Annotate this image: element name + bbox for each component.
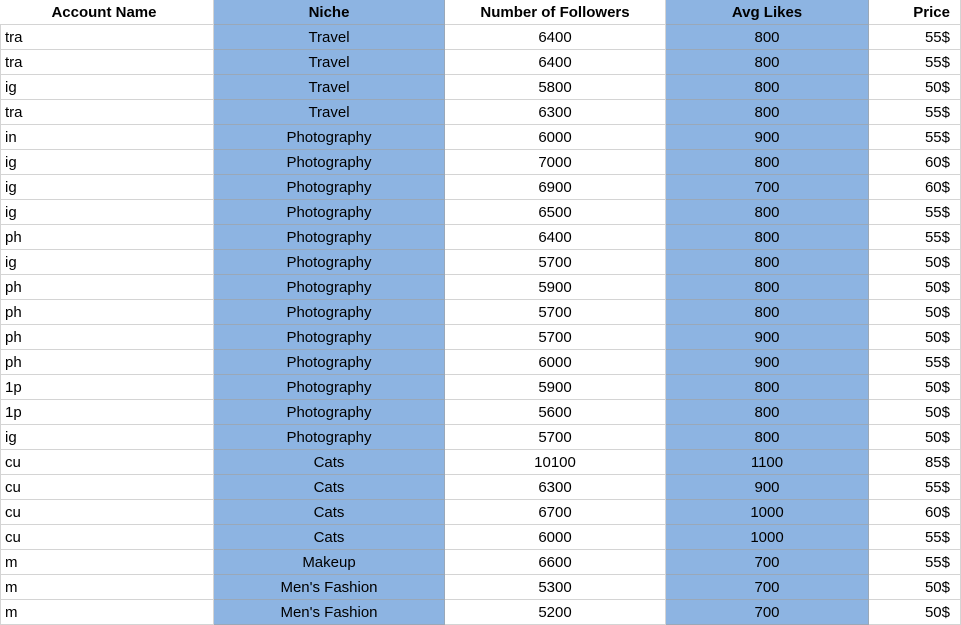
table-row xyxy=(1,275,961,300)
cell-niche[interactable]: Photography xyxy=(214,225,445,250)
cell-avg-likes[interactable]: 800 xyxy=(666,275,869,300)
cell-price[interactable]: 55$ xyxy=(869,550,961,575)
cell-avg-likes[interactable]: 800 xyxy=(666,200,869,225)
cell-price[interactable]: 50$ xyxy=(869,575,961,600)
cell-niche[interactable]: Cats xyxy=(214,525,445,550)
cell-niche[interactable]: Men's Fashion xyxy=(214,600,445,625)
cell-avg-likes[interactable]: 900 xyxy=(666,350,869,375)
cell-account[interactable]: ig xyxy=(1,175,157,200)
cell-price[interactable]: 50$ xyxy=(869,400,961,425)
cell-account-overflow[interactable] xyxy=(157,350,214,375)
cell-niche[interactable]: Travel xyxy=(214,25,445,50)
cell-price[interactable]: 55$ xyxy=(869,25,961,50)
table-row xyxy=(1,150,961,175)
cell-avg-likes[interactable]: 700 xyxy=(666,575,869,600)
cell-account-overflow[interactable] xyxy=(157,475,214,500)
table-row xyxy=(1,325,961,350)
cell-account[interactable]: 1p xyxy=(1,400,157,425)
table-row xyxy=(1,575,961,600)
cell-price[interactable]: 55$ xyxy=(869,125,961,150)
cell-followers[interactable]: 6000 xyxy=(445,525,666,550)
cell-niche[interactable]: Photography xyxy=(214,250,445,275)
cell-account-overflow[interactable] xyxy=(157,175,214,200)
table-row xyxy=(1,200,961,225)
cell-avg-likes[interactable]: 800 xyxy=(666,225,869,250)
cell-avg-likes[interactable]: 800 xyxy=(666,150,869,175)
cell-account-overflow[interactable] xyxy=(157,100,214,125)
cell-niche[interactable]: Travel xyxy=(214,100,445,125)
cell-avg-likes[interactable]: 800 xyxy=(666,75,869,100)
cell-price[interactable]: 50$ xyxy=(869,325,961,350)
cell-price[interactable]: 55$ xyxy=(869,200,961,225)
cell-price[interactable]: 55$ xyxy=(869,350,961,375)
cell-account[interactable]: ig xyxy=(1,425,157,450)
cell-price[interactable]: 55$ xyxy=(869,100,961,125)
table-row xyxy=(1,525,961,550)
cell-price[interactable]: 55$ xyxy=(869,525,961,550)
table-row xyxy=(1,425,961,450)
cell-account-overflow[interactable] xyxy=(157,400,214,425)
header-followers[interactable]: Number of Followers xyxy=(445,0,666,25)
cell-followers[interactable]: 6300 xyxy=(445,100,666,125)
cell-niche[interactable]: Travel xyxy=(214,50,445,75)
header-spacer-cell[interactable] xyxy=(157,0,214,25)
cell-account[interactable]: ph xyxy=(1,225,157,250)
cell-account[interactable]: m xyxy=(1,550,157,575)
cell-account-overflow[interactable] xyxy=(157,550,214,575)
cell-account[interactable]: cu xyxy=(1,525,157,550)
cell-account[interactable]: tra xyxy=(1,25,157,50)
table-row xyxy=(1,475,961,500)
cell-avg-likes[interactable]: 800 xyxy=(666,25,869,50)
cell-account-overflow[interactable] xyxy=(157,75,214,100)
table-row xyxy=(1,225,961,250)
cell-account-overflow[interactable] xyxy=(157,275,214,300)
cell-price[interactable]: 50$ xyxy=(869,250,961,275)
header-row xyxy=(1,0,961,25)
header-avg-likes[interactable]: Avg Likes xyxy=(666,0,869,25)
cell-avg-likes[interactable]: 800 xyxy=(666,100,869,125)
cell-niche[interactable]: Photography xyxy=(214,325,445,350)
cell-price[interactable]: 55$ xyxy=(869,475,961,500)
table-row xyxy=(1,300,961,325)
cell-avg-likes[interactable]: 800 xyxy=(666,300,869,325)
cell-niche[interactable]: Photography xyxy=(214,200,445,225)
cell-account[interactable]: cu xyxy=(1,450,157,475)
cell-followers[interactable]: 5300 xyxy=(445,575,666,600)
cell-followers[interactable]: 7000 xyxy=(445,150,666,175)
cell-account-overflow[interactable] xyxy=(157,225,214,250)
cell-followers[interactable]: 6000 xyxy=(445,350,666,375)
cell-price[interactable]: 60$ xyxy=(869,500,961,525)
cell-niche[interactable]: Photography xyxy=(214,125,445,150)
cell-avg-likes[interactable]: 900 xyxy=(666,325,869,350)
table-row xyxy=(1,100,961,125)
cell-account[interactable]: in xyxy=(1,125,157,150)
cell-niche[interactable]: Cats xyxy=(214,500,445,525)
cell-avg-likes[interactable]: 900 xyxy=(666,475,869,500)
table-row xyxy=(1,50,961,75)
table-row xyxy=(1,25,961,50)
cell-avg-likes[interactable]: 800 xyxy=(666,50,869,75)
table-row xyxy=(1,400,961,425)
cell-niche[interactable]: Photography xyxy=(214,400,445,425)
cell-followers[interactable]: 5700 xyxy=(445,325,666,350)
header-niche[interactable]: Niche xyxy=(214,0,445,25)
cell-niche[interactable]: Photography xyxy=(214,275,445,300)
cell-avg-likes[interactable]: 700 xyxy=(666,600,869,625)
cell-niche[interactable]: Photography xyxy=(214,300,445,325)
cell-account-overflow[interactable] xyxy=(157,50,214,75)
cell-followers[interactable]: 5800 xyxy=(445,75,666,100)
cell-niche[interactable]: Cats xyxy=(214,450,445,475)
table-row xyxy=(1,250,961,275)
cell-avg-likes[interactable]: 1000 xyxy=(666,500,869,525)
cell-account-overflow[interactable] xyxy=(157,450,214,475)
header-price[interactable]: Price xyxy=(869,0,961,25)
cell-price[interactable]: 60$ xyxy=(869,175,961,200)
cell-account[interactable]: ph xyxy=(1,325,157,350)
cell-account-overflow[interactable] xyxy=(157,600,214,625)
cell-niche[interactable]: Photography xyxy=(214,175,445,200)
cell-account-overflow[interactable] xyxy=(157,325,214,350)
table-row xyxy=(1,175,961,200)
cell-account[interactable]: ig xyxy=(1,250,157,275)
cell-account-overflow[interactable] xyxy=(157,525,214,550)
cell-followers[interactable]: 6600 xyxy=(445,550,666,575)
cell-account[interactable]: cu xyxy=(1,475,157,500)
cell-followers[interactable]: 10100 xyxy=(445,450,666,475)
cell-avg-likes[interactable]: 800 xyxy=(666,425,869,450)
cell-followers[interactable]: 5900 xyxy=(445,375,666,400)
cell-niche[interactable]: Cats xyxy=(214,475,445,500)
table-body xyxy=(1,25,961,625)
cell-niche[interactable]: Photography xyxy=(214,375,445,400)
cell-account-overflow[interactable] xyxy=(157,300,214,325)
table-row xyxy=(1,550,961,575)
cell-avg-likes[interactable]: 700 xyxy=(666,175,869,200)
cell-avg-likes[interactable]: 900 xyxy=(666,125,869,150)
cell-price[interactable]: 50$ xyxy=(869,275,961,300)
table-row xyxy=(1,350,961,375)
cell-account[interactable]: tra xyxy=(1,100,157,125)
cell-account[interactable]: ig xyxy=(1,200,157,225)
cell-account-overflow[interactable] xyxy=(157,500,214,525)
cell-price[interactable]: 55$ xyxy=(869,225,961,250)
cell-account-overflow[interactable] xyxy=(157,250,214,275)
table-row xyxy=(1,500,961,525)
cell-niche[interactable]: Photography xyxy=(214,350,445,375)
cell-avg-likes[interactable]: 800 xyxy=(666,250,869,275)
cell-followers[interactable]: 5600 xyxy=(445,400,666,425)
cell-price[interactable]: 50$ xyxy=(869,375,961,400)
cell-followers[interactable]: 5700 xyxy=(445,300,666,325)
cell-avg-likes[interactable]: 1100 xyxy=(666,450,869,475)
cell-account[interactable]: m xyxy=(1,600,157,625)
header-account-name[interactable]: Account Name xyxy=(1,0,157,25)
cell-avg-likes[interactable]: 1000 xyxy=(666,525,869,550)
cell-account-overflow[interactable] xyxy=(157,375,214,400)
cell-followers[interactable]: 5200 xyxy=(445,600,666,625)
cell-followers[interactable]: 5700 xyxy=(445,250,666,275)
cell-followers[interactable]: 6300 xyxy=(445,475,666,500)
cell-followers[interactable]: 6700 xyxy=(445,500,666,525)
cell-avg-likes[interactable]: 700 xyxy=(666,550,869,575)
table-row xyxy=(1,125,961,150)
cell-price[interactable]: 85$ xyxy=(869,450,961,475)
cell-account[interactable]: ig xyxy=(1,75,157,100)
cell-account[interactable]: tra xyxy=(1,50,157,75)
cell-price[interactable]: 50$ xyxy=(869,300,961,325)
cell-followers[interactable]: 6500 xyxy=(445,200,666,225)
cell-followers[interactable]: 5900 xyxy=(445,275,666,300)
cell-account-overflow[interactable] xyxy=(157,25,214,50)
cell-account[interactable]: m xyxy=(1,575,157,600)
cell-account[interactable]: ph xyxy=(1,300,157,325)
cell-followers[interactable]: 6400 xyxy=(445,50,666,75)
cell-account[interactable]: ph xyxy=(1,275,157,300)
cell-price[interactable]: 60$ xyxy=(869,150,961,175)
cell-account-overflow[interactable] xyxy=(157,200,214,225)
cell-account[interactable]: ig xyxy=(1,150,157,175)
cell-followers[interactable]: 5700 xyxy=(445,425,666,450)
cell-price[interactable]: 50$ xyxy=(869,75,961,100)
cell-niche[interactable]: Makeup xyxy=(214,550,445,575)
cell-niche[interactable]: Travel xyxy=(214,75,445,100)
cell-niche[interactable]: Photography xyxy=(214,150,445,175)
cell-price[interactable]: 55$ xyxy=(869,50,961,75)
cell-niche[interactable]: Men's Fashion xyxy=(214,575,445,600)
cell-avg-likes[interactable]: 800 xyxy=(666,400,869,425)
cell-account-overflow[interactable] xyxy=(157,150,214,175)
cell-account[interactable]: cu xyxy=(1,500,157,525)
cell-followers[interactable]: 6000 xyxy=(445,125,666,150)
cell-account[interactable]: ph xyxy=(1,350,157,375)
cell-account[interactable]: 1p xyxy=(1,375,157,400)
cell-avg-likes[interactable]: 800 xyxy=(666,375,869,400)
cell-account-overflow[interactable] xyxy=(157,425,214,450)
table-row xyxy=(1,450,961,475)
cell-niche[interactable]: Photography xyxy=(214,425,445,450)
cell-account-overflow[interactable] xyxy=(157,575,214,600)
table-row xyxy=(1,75,961,100)
cell-followers[interactable]: 6400 xyxy=(445,25,666,50)
cell-followers[interactable]: 6900 xyxy=(445,175,666,200)
cell-price[interactable]: 50$ xyxy=(869,425,961,450)
cell-account-overflow[interactable] xyxy=(157,125,214,150)
table-row xyxy=(1,600,961,625)
cell-followers[interactable]: 6400 xyxy=(445,225,666,250)
table-row xyxy=(1,375,961,400)
cell-price[interactable]: 50$ xyxy=(869,600,961,625)
